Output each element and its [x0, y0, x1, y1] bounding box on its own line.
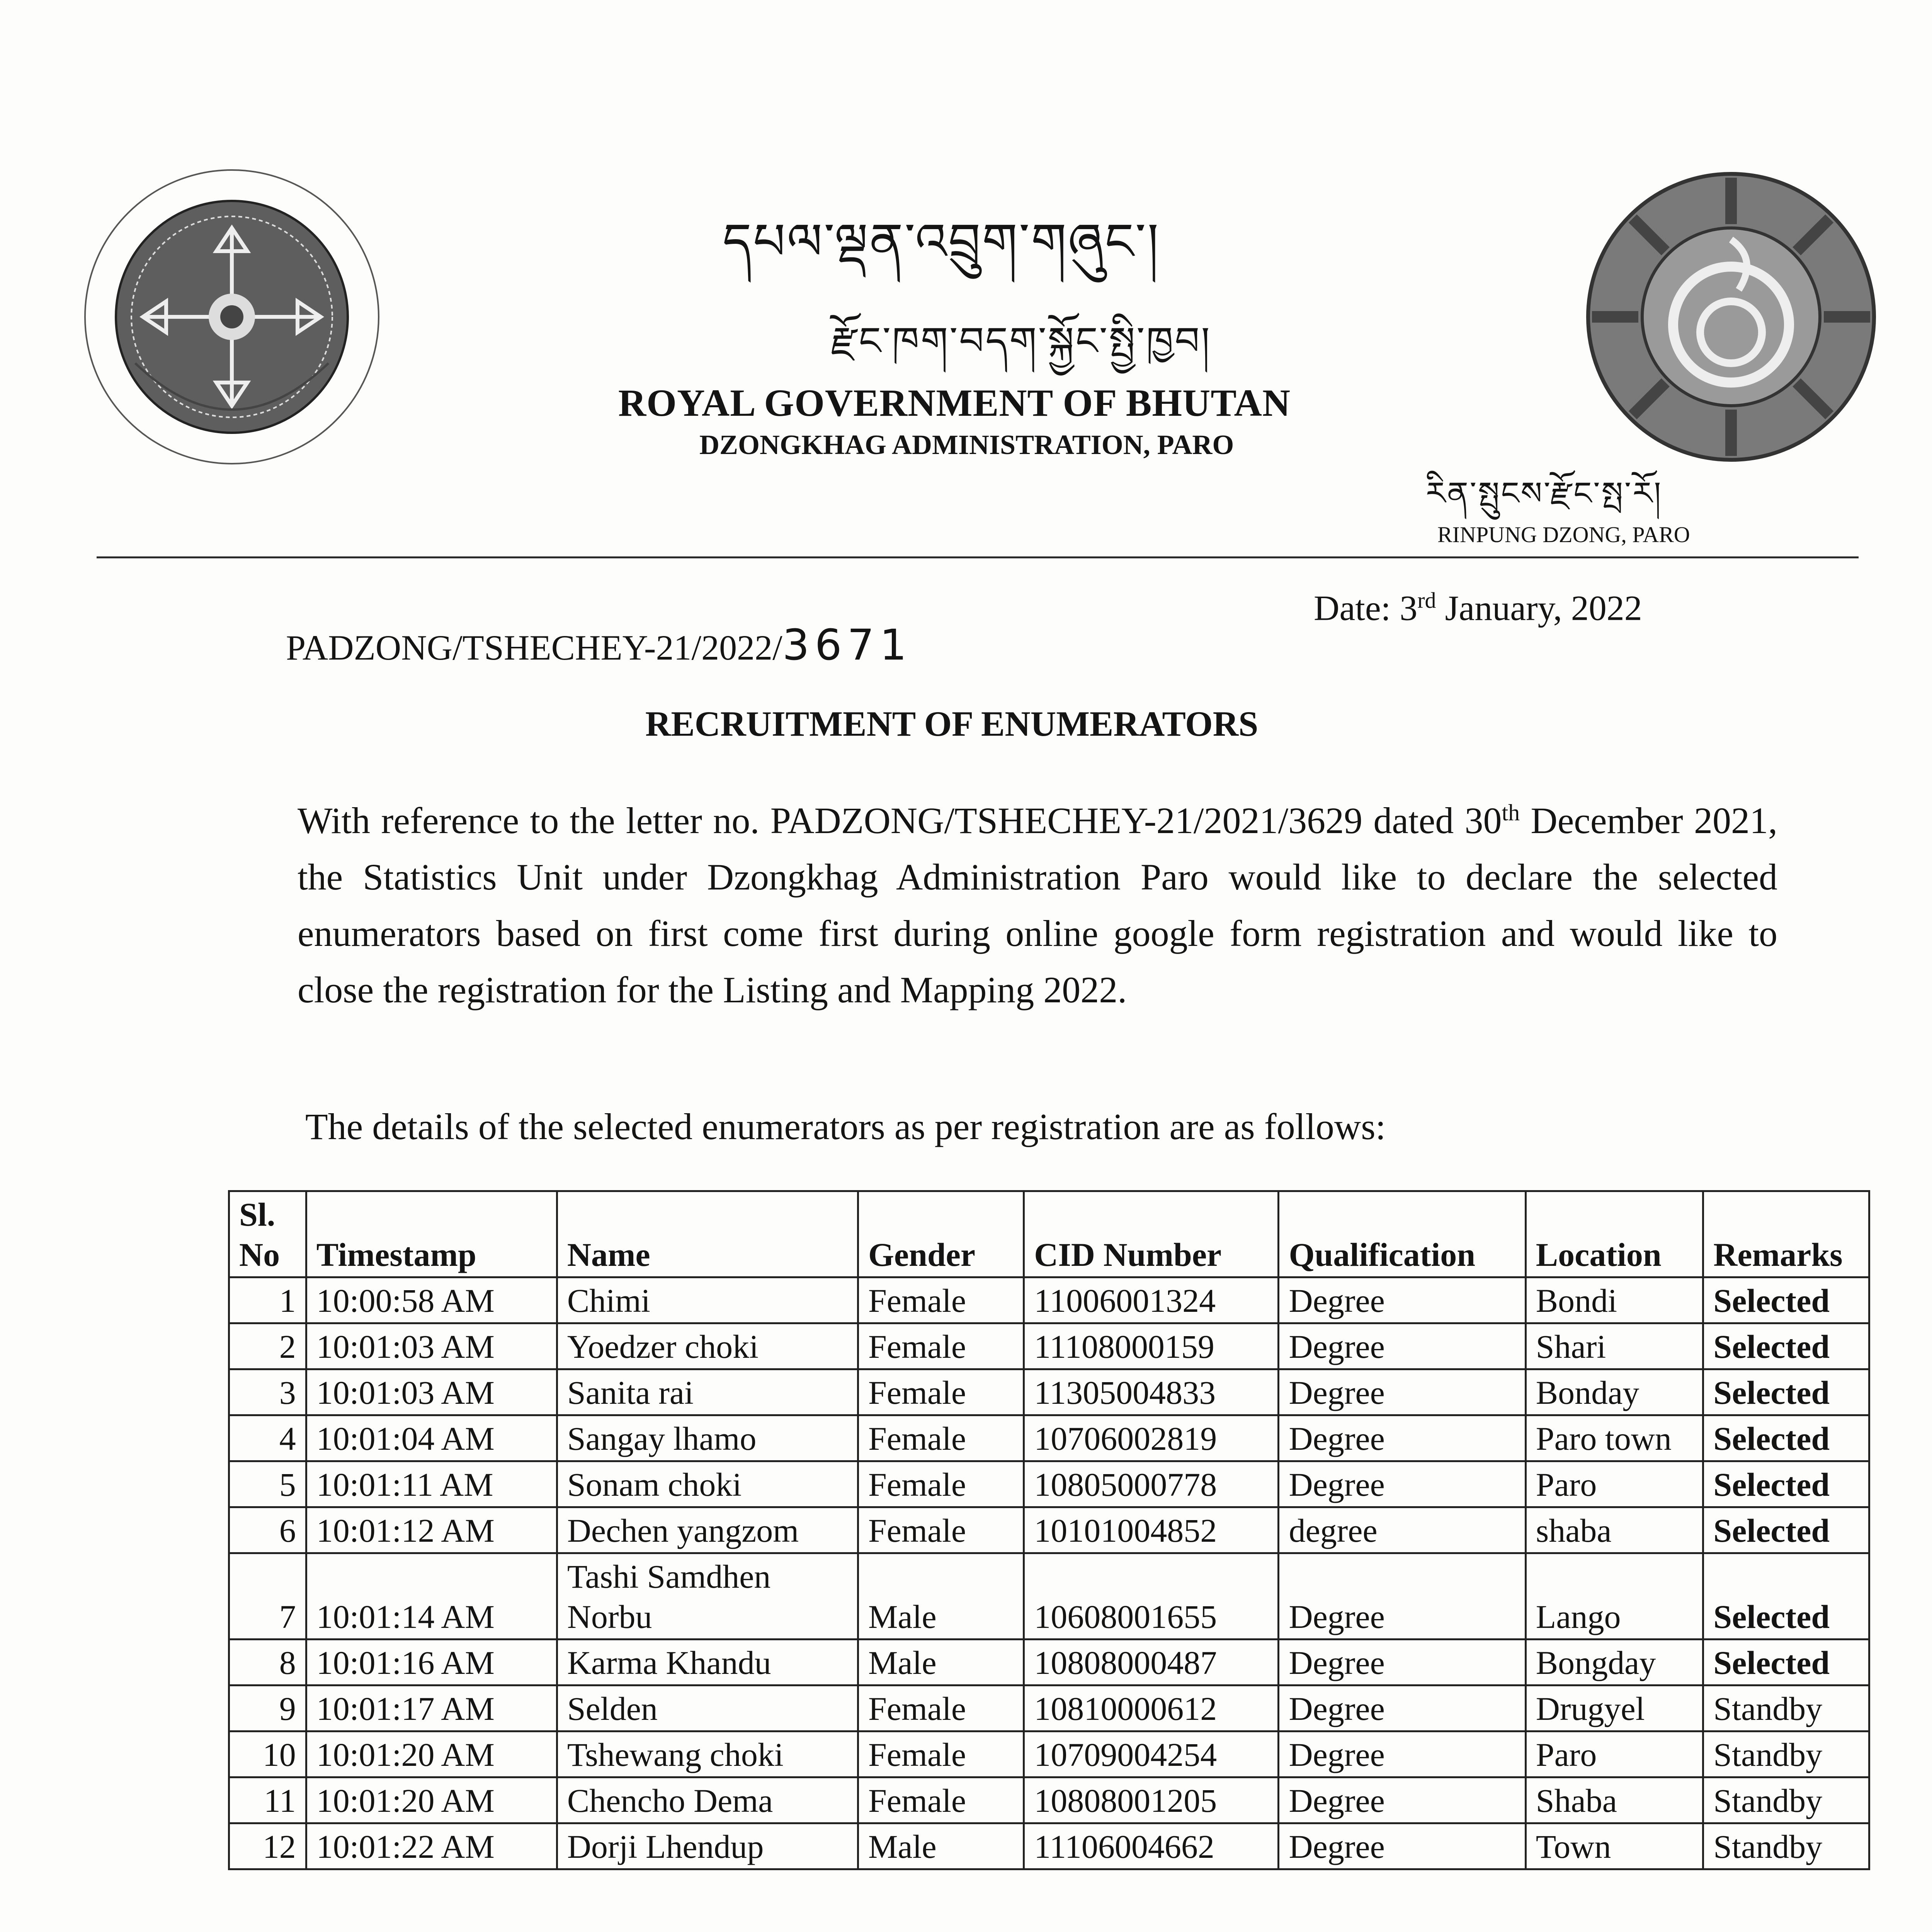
- cell-remarks: Selected: [1703, 1415, 1869, 1461]
- cell-gender: Male: [858, 1553, 1024, 1639]
- cell-name: Chencho Dema: [557, 1777, 858, 1823]
- cell-remarks: Selected: [1703, 1507, 1869, 1553]
- header-gender: Gender: [858, 1191, 1024, 1277]
- cell-remarks: Standby: [1703, 1823, 1869, 1869]
- cell-timestamp: 10:01:16 AM: [306, 1639, 557, 1685]
- cell-name: Karma Khandu: [557, 1639, 858, 1685]
- cell-gender: Female: [858, 1277, 1024, 1323]
- table-row: [229, 1415, 1869, 1461]
- dzongkhag-logo-icon: [1577, 162, 1886, 471]
- date-suffix: January, 2022: [1436, 588, 1642, 628]
- cell-gender: Male: [858, 1823, 1024, 1869]
- cell-gender: Female: [858, 1777, 1024, 1823]
- letter-date: [1314, 587, 1642, 629]
- header-cid-number: CID Number: [1024, 1191, 1279, 1277]
- handwritten-number: 3671: [782, 620, 912, 670]
- cell-sl: 7: [229, 1553, 306, 1639]
- letter-heading: RECRUITMENT OF ENUMERATORS: [645, 704, 1259, 743]
- cell-qualification: Degree: [1279, 1823, 1526, 1869]
- cell-cid: 10810000612: [1024, 1685, 1279, 1731]
- table-row: [229, 1685, 1869, 1731]
- cell-sl: 4: [229, 1415, 306, 1461]
- cell-gender: Female: [858, 1415, 1024, 1461]
- table-row: [229, 1507, 1869, 1553]
- cell-remarks: Selected: [1703, 1277, 1869, 1323]
- cell-timestamp: 10:01:03 AM: [306, 1323, 557, 1369]
- table-row: [229, 1777, 1869, 1823]
- cell-qualification: Degree: [1279, 1639, 1526, 1685]
- cell-qualification: Degree: [1279, 1461, 1526, 1507]
- cell-remarks: Selected: [1703, 1639, 1869, 1685]
- table-row: [229, 1369, 1869, 1415]
- table-row: [229, 1639, 1869, 1685]
- cell-remarks: Standby: [1703, 1777, 1869, 1823]
- cell-sl: 3: [229, 1369, 306, 1415]
- reference-number: [286, 620, 912, 670]
- cell-name: Dorji Lhendup: [557, 1823, 858, 1869]
- cell-gender: Female: [858, 1731, 1024, 1777]
- cell-timestamp: 10:01:14 AM: [306, 1553, 557, 1639]
- cell-sl: 6: [229, 1507, 306, 1553]
- cell-timestamp: 10:01:17 AM: [306, 1685, 557, 1731]
- cell-remarks: Selected: [1703, 1369, 1869, 1415]
- tibetan-location: རིན་སྤུངས་རྫོང་སྤ་རོ།: [1426, 475, 1663, 512]
- paragraph-superscript: th: [1502, 800, 1520, 825]
- cell-cid: 11108000159: [1024, 1323, 1279, 1369]
- header-name: Name: [557, 1191, 858, 1277]
- header-location: Location: [1526, 1191, 1703, 1277]
- cell-timestamp: 10:01:22 AM: [306, 1823, 557, 1869]
- cell-gender: Female: [858, 1507, 1024, 1553]
- cell-qualification: Degree: [1279, 1277, 1526, 1323]
- table-body: [229, 1277, 1869, 1869]
- cell-name: Sangay lhamo: [557, 1415, 858, 1461]
- cell-timestamp: 10:01:12 AM: [306, 1507, 557, 1553]
- cell-name: Chimi: [557, 1277, 858, 1323]
- header-divider: [97, 556, 1859, 558]
- cell-cid: 10805000778: [1024, 1461, 1279, 1507]
- cell-sl: 1: [229, 1277, 306, 1323]
- cell-cid: 10706002819: [1024, 1415, 1279, 1461]
- cell-cid: 11006001324: [1024, 1277, 1279, 1323]
- cell-qualification: degree: [1279, 1507, 1526, 1553]
- table-header-row: [229, 1191, 1869, 1277]
- cell-location: Paro: [1526, 1461, 1703, 1507]
- cell-gender: Female: [858, 1461, 1024, 1507]
- table-row: [229, 1461, 1869, 1507]
- cell-remarks: Selected: [1703, 1323, 1869, 1369]
- cell-location: shaba: [1526, 1507, 1703, 1553]
- enumerators-table: [228, 1190, 1870, 1870]
- cell-remarks: Standby: [1703, 1685, 1869, 1731]
- cell-remarks: Standby: [1703, 1731, 1869, 1777]
- cell-location: Drugyel: [1526, 1685, 1703, 1731]
- cell-timestamp: 10:01:11 AM: [306, 1461, 557, 1507]
- cell-qualification: Degree: [1279, 1415, 1526, 1461]
- cell-cid: 11106004662: [1024, 1823, 1279, 1869]
- cell-name: Tshewang choki: [557, 1731, 858, 1777]
- cell-qualification: Degree: [1279, 1323, 1526, 1369]
- table-row: [229, 1553, 1869, 1639]
- header-remarks: Remarks: [1703, 1191, 1869, 1277]
- cell-remarks: Selected: [1703, 1553, 1869, 1639]
- cell-name: Sanita rai: [557, 1369, 858, 1415]
- date-prefix: Date: 3: [1314, 588, 1418, 628]
- body-paragraph: [298, 784, 1777, 1018]
- cell-sl: 8: [229, 1639, 306, 1685]
- cell-location: Shari: [1526, 1323, 1703, 1369]
- cell-qualification: Degree: [1279, 1777, 1526, 1823]
- tibetan-subheading: རྫོང་ཁག་བདག་སྐྱོང་སྤྱི་ཁྱབ།: [831, 318, 1211, 364]
- cell-cid: 10808001205: [1024, 1777, 1279, 1823]
- cell-cid: 10608001655: [1024, 1553, 1279, 1639]
- cell-name: Tashi Samdhen Norbu: [557, 1553, 858, 1639]
- government-title: ROYAL GOVERNMENT OF BHUTAN: [618, 381, 1291, 424]
- cell-timestamp: 10:00:58 AM: [306, 1277, 557, 1323]
- cell-sl: 11: [229, 1777, 306, 1823]
- cell-qualification: Degree: [1279, 1685, 1526, 1731]
- table-row: [229, 1731, 1869, 1777]
- cell-location: Bongday: [1526, 1639, 1703, 1685]
- cell-name: Dechen yangzom: [557, 1507, 858, 1553]
- header-qualification: Qualification: [1279, 1191, 1526, 1277]
- cell-timestamp: 10:01:03 AM: [306, 1369, 557, 1415]
- cell-location: Paro: [1526, 1731, 1703, 1777]
- header-sl-no: Sl. No: [229, 1191, 306, 1277]
- cell-qualification: Degree: [1279, 1553, 1526, 1639]
- cell-location: Shaba: [1526, 1777, 1703, 1823]
- cell-name: Selden: [557, 1685, 858, 1731]
- paragraph-rest: December 2021, the Statistics Unit under Dzongkhag Administration Paro would like to declare the selected enumerators based on first come first during online google form registration and would like to close the registration for the Listing and Mapping 2022.: [298, 800, 1778, 1010]
- cell-name: Sonam choki: [557, 1461, 858, 1507]
- cell-location: Bondi: [1526, 1277, 1703, 1323]
- cell-gender: Male: [858, 1639, 1024, 1685]
- paragraph-start: With reference to the letter no. PADZONG/TSHECHEY-21/2021/3629 dated 30: [298, 800, 1502, 841]
- cell-location: Town: [1526, 1823, 1703, 1869]
- administration-subtitle: DZONGKHAG ADMINISTRATION, PARO: [699, 429, 1234, 460]
- details-intro: The details of the selected enumerators as per registration are as follows:: [305, 1106, 1386, 1147]
- cell-name: Yoedzer choki: [557, 1323, 858, 1369]
- national-emblem-icon: [77, 162, 386, 471]
- tibetan-heading: དཔལ་ལྡན་འབྲུག་གཞུང་།: [723, 212, 1160, 271]
- cell-gender: Female: [858, 1369, 1024, 1415]
- cell-cid: 11305004833: [1024, 1369, 1279, 1415]
- cell-sl: 10: [229, 1731, 306, 1777]
- cell-location: Bonday: [1526, 1369, 1703, 1415]
- cell-sl: 2: [229, 1323, 306, 1369]
- cell-location: Paro town: [1526, 1415, 1703, 1461]
- cell-qualification: Degree: [1279, 1731, 1526, 1777]
- cell-cid: 10709004254: [1024, 1731, 1279, 1777]
- cell-timestamp: 10:01:04 AM: [306, 1415, 557, 1461]
- cell-timestamp: 10:01:20 AM: [306, 1777, 557, 1823]
- date-superscript: rd: [1417, 588, 1436, 613]
- table-row: [229, 1823, 1869, 1869]
- cell-qualification: Degree: [1279, 1369, 1526, 1415]
- cell-gender: Female: [858, 1685, 1024, 1731]
- cell-remarks: Selected: [1703, 1461, 1869, 1507]
- cell-gender: Female: [858, 1323, 1024, 1369]
- enumerators-table-wrap: [228, 1190, 1870, 1870]
- cell-sl: 9: [229, 1685, 306, 1731]
- cell-timestamp: 10:01:20 AM: [306, 1731, 557, 1777]
- cell-cid: 10808000487: [1024, 1639, 1279, 1685]
- header-timestamp: Timestamp: [306, 1191, 557, 1277]
- cell-sl: 12: [229, 1823, 306, 1869]
- location-caption: RINPUNG DZONG, PARO: [1437, 522, 1690, 547]
- table-row: [229, 1323, 1869, 1369]
- cell-cid: 10101004852: [1024, 1507, 1279, 1553]
- table-row: [229, 1277, 1869, 1323]
- cell-sl: 5: [229, 1461, 306, 1507]
- cell-location: Lango: [1526, 1553, 1703, 1639]
- reference-number-text: PADZONG/TSHECHEY-21/2022/: [286, 628, 782, 667]
